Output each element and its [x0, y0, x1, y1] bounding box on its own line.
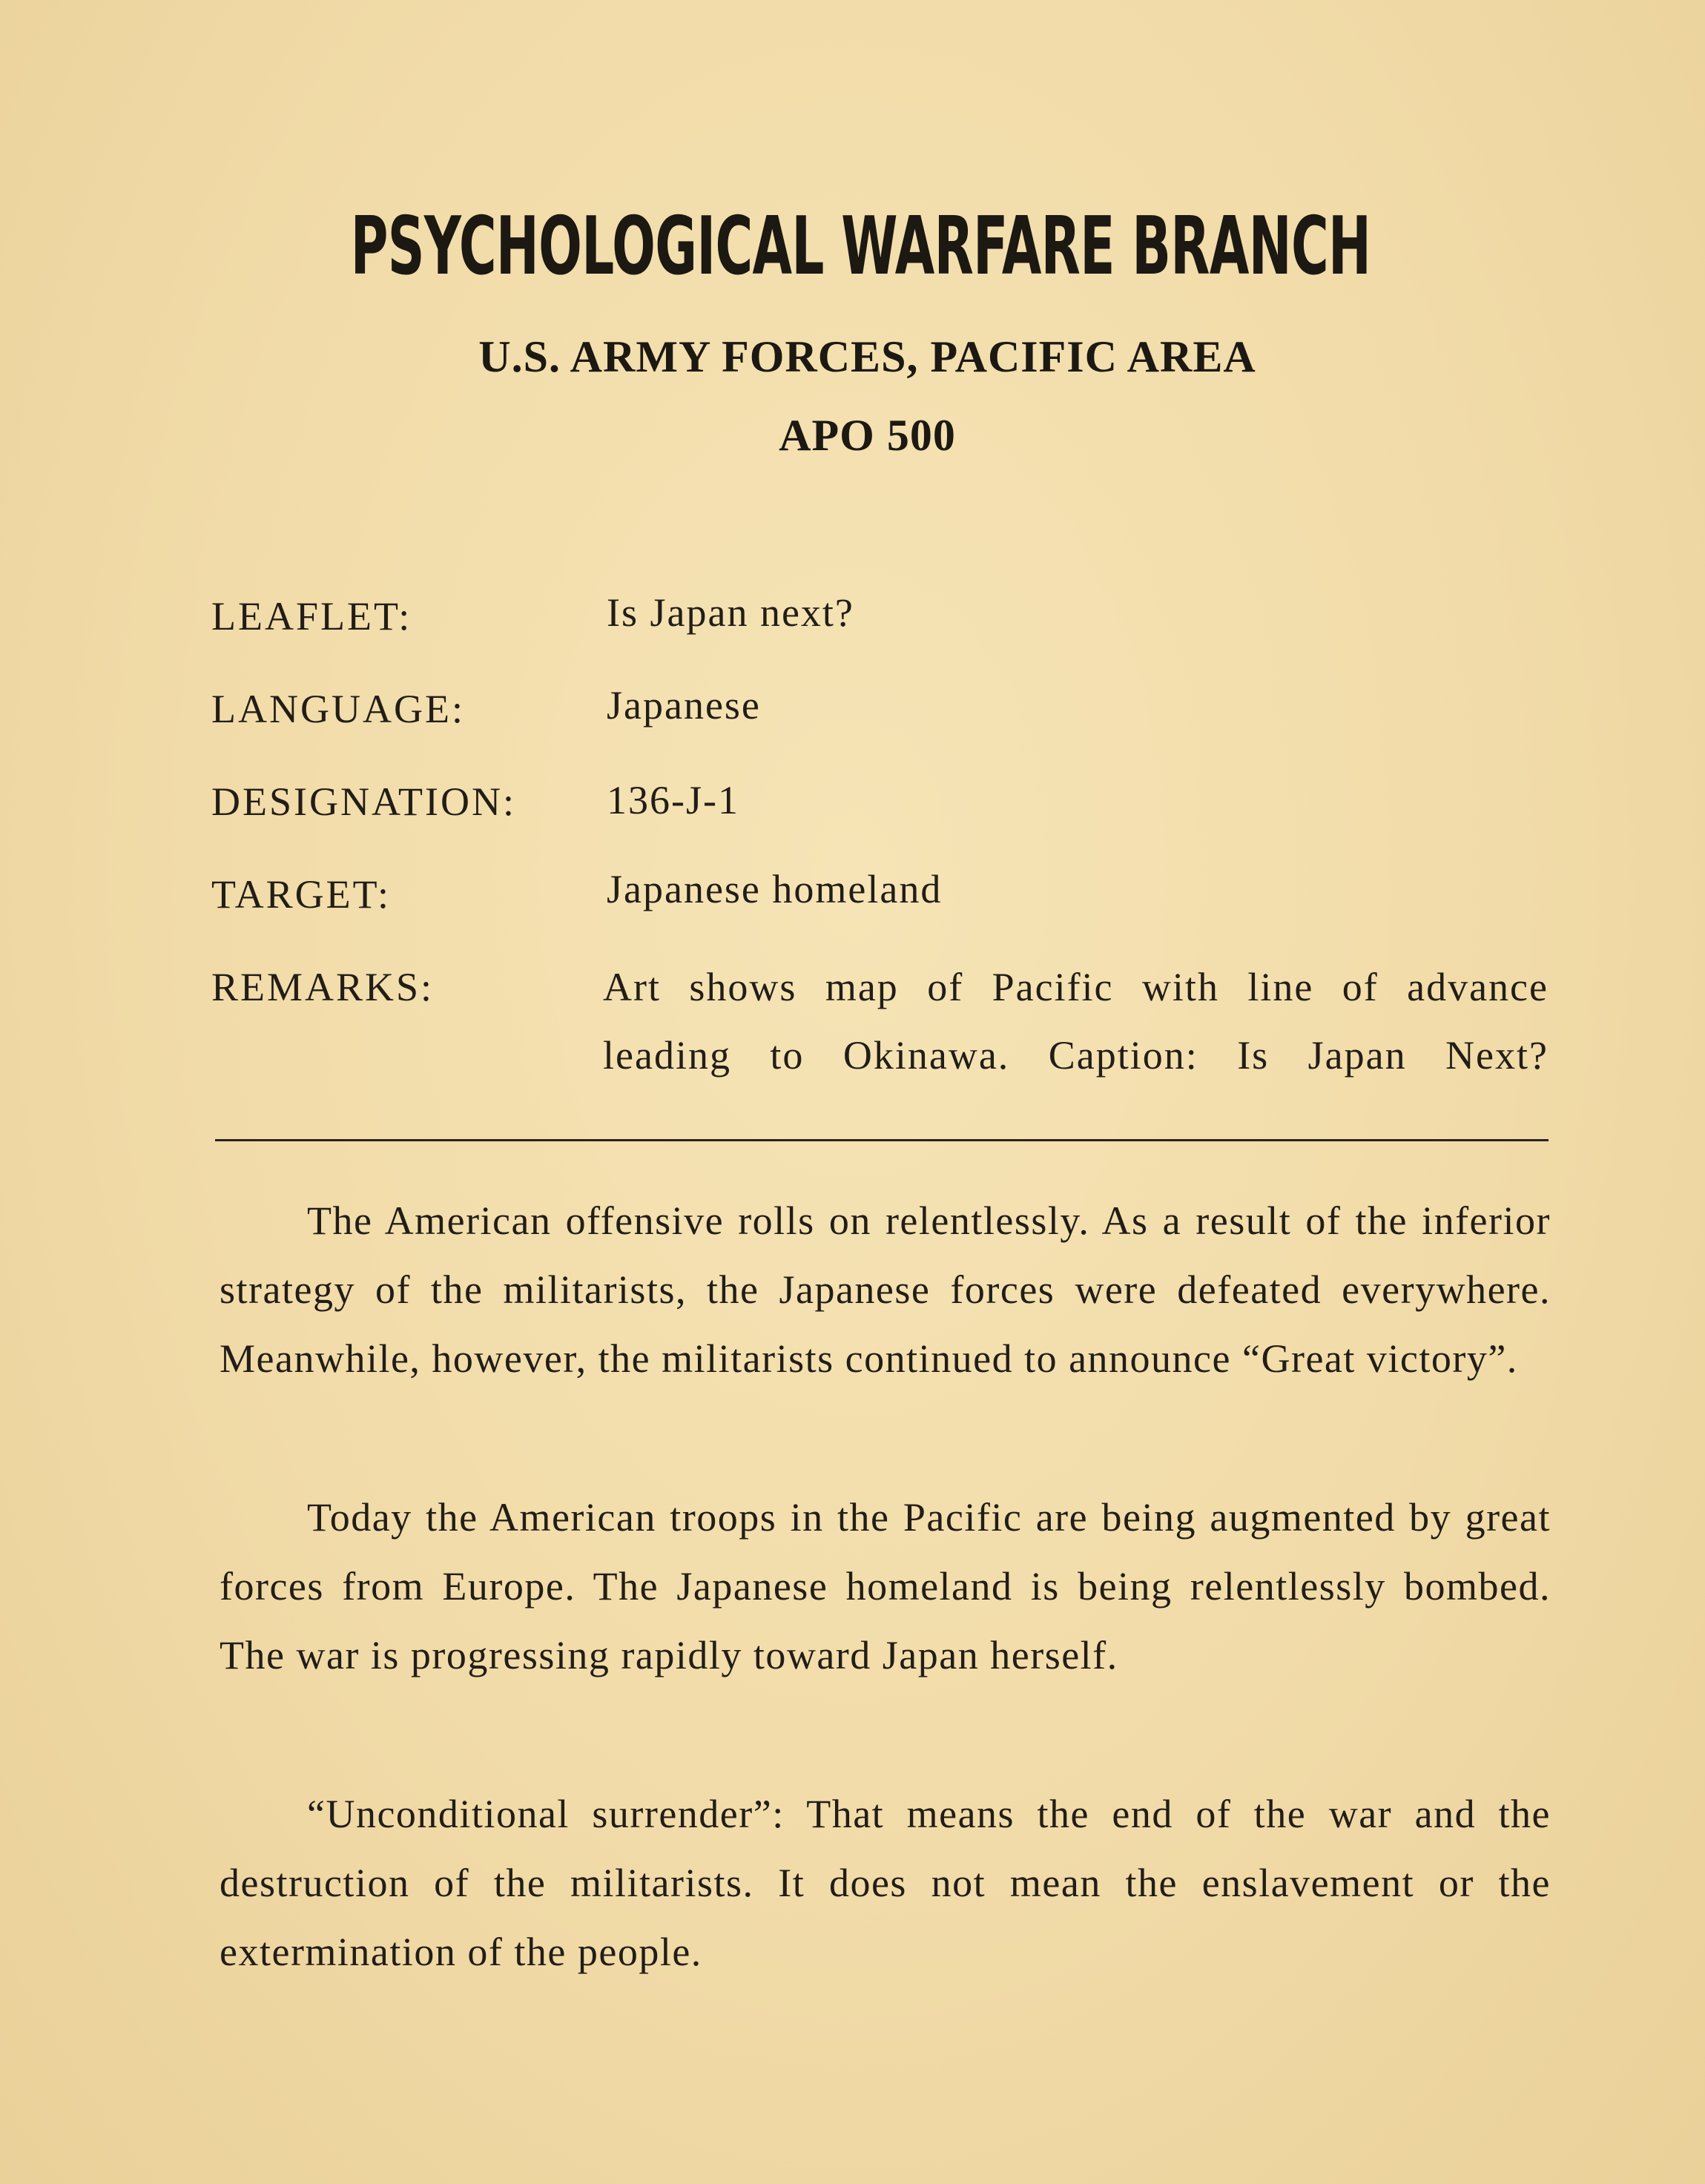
field-label-target: TARGET: — [211, 872, 391, 917]
paragraph-text: “Unconditional surrender”: That means the end of the war and the destruction of the militarists. It does not mean the enslavement or the extermination of the people. — [220, 1792, 1551, 1974]
field-label-designation: DESIGNATION: — [211, 779, 516, 824]
field-value-remarks: Art shows map of Pacific with line of advance leading to Okinawa. Caption: Is Japan Next? — [603, 965, 1549, 1078]
document-title: PSYCHOLOGICAL WARFARE BRANCH — [350, 200, 1371, 293]
horizontal-divider — [215, 1139, 1549, 1141]
body-paragraph-1 — [220, 1187, 1551, 1393]
body-paragraph-2 — [220, 1483, 1551, 1690]
body-paragraph-3 — [220, 1780, 1551, 1987]
field-value-leaflet: Is Japan next? — [607, 590, 854, 635]
document-subtitle: U.S. ARMY FORCES, PACIFIC AREA — [478, 332, 1256, 381]
paragraph-text: The American offensive rolls on relentlessly. As a result of the inferior strategy of the militarists, the Japanese forces were defeated everywhere. Meanwhile, however, the militarists continued to announce “Great victory”. — [220, 1198, 1551, 1381]
field-value-designation: 136-J-1 — [607, 778, 739, 822]
document-address: APO 500 — [779, 411, 956, 460]
field-value-language: Japanese — [607, 683, 761, 728]
field-value-target: Japanese homeland — [607, 867, 943, 911]
field-label-remarks: REMARKS: — [211, 965, 435, 1009]
field-label-leaflet: LEAFLET: — [211, 594, 412, 639]
paragraph-text: Today the American troops in the Pacific are being augmented by great forces from Europe. The Japanese homeland is being relentlessly bombed. The war is progressing rapidly toward Japan herself. — [220, 1495, 1551, 1677]
field-label-language: LANGUAGE: — [211, 687, 465, 731]
